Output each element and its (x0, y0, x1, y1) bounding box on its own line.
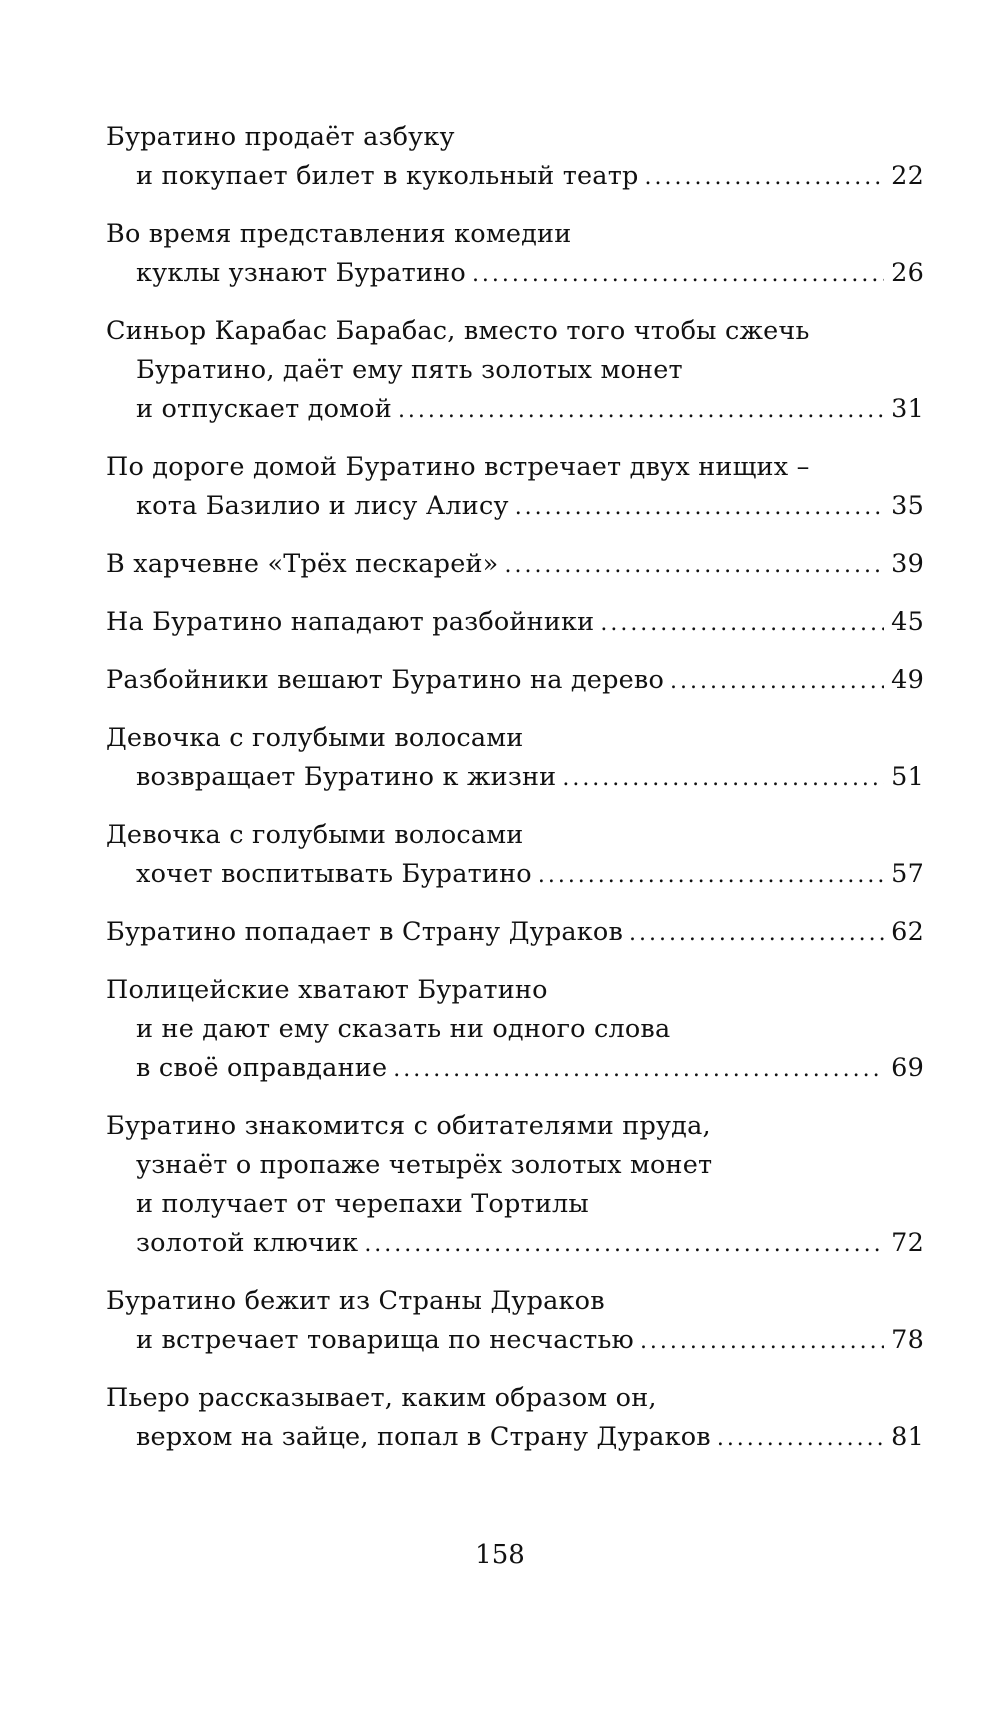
toc-entry-title: Во время представления комедии (106, 219, 572, 249)
toc-entry-title: и встречает товарища по несчастью (136, 1325, 634, 1355)
dot-leader (398, 391, 884, 430)
dot-leader (562, 759, 884, 798)
toc-entry-title: Девочка с голубыми волосами (106, 820, 524, 850)
toc-entry-title: По дороге домой Буратино встречает двух нищих – (106, 452, 810, 482)
toc-entry-title: куклы узнают Буратино (136, 258, 466, 288)
toc-page-number: 31 (891, 394, 924, 424)
toc-entry (106, 661, 924, 700)
toc-page-number: 35 (891, 491, 924, 521)
dot-leader (538, 856, 884, 895)
dot-leader (393, 1050, 884, 1089)
toc-entry-title: Буратино знакомится с обитателями пруда, (106, 1111, 711, 1141)
toc-entry-title: Буратино бежит из Страны Дураков (106, 1286, 605, 1316)
toc-entry (106, 1379, 924, 1457)
toc-entry-title: Разбойники вешают Буратино на дерево (106, 665, 665, 695)
toc-entry-last-line (106, 545, 924, 584)
dot-leader (629, 914, 884, 953)
toc-entry-title: На Буратино нападают разбойники (106, 607, 595, 637)
toc-entry-title: и отпускает домой (136, 394, 392, 424)
toc-entry-title: кота Базилио и лису Алису (136, 491, 509, 521)
toc-entry-last-line (106, 254, 924, 293)
table-of-contents (106, 118, 924, 1476)
dot-leader (504, 546, 884, 585)
toc-entry-last-line (106, 487, 924, 526)
toc-entry-title: верхом на зайце, попал в Страну Дураков (136, 1422, 711, 1452)
toc-entry-title: и получает от черепахи Тортилы (136, 1189, 589, 1219)
toc-entry (106, 545, 924, 584)
dot-leader (670, 662, 884, 701)
toc-entry-last-line (106, 913, 924, 952)
toc-entry-title: Буратино попадает в Страну Дураков (106, 917, 623, 947)
dot-leader (600, 604, 884, 643)
toc-entry-title: золотой ключик (136, 1228, 359, 1258)
toc-page-number: 51 (891, 762, 924, 792)
toc-entry-title: узнаёт о пропаже четырёх золотых монет (136, 1150, 713, 1180)
toc-entry (106, 312, 924, 429)
toc-entry-last-line (106, 855, 924, 894)
toc-entry-last-line (106, 758, 924, 797)
page-number: 158 (475, 1540, 525, 1570)
toc-entry (106, 719, 924, 797)
toc-entry-title: возвращает Буратино к жизни (136, 762, 557, 792)
toc-entry-last-line (106, 1224, 924, 1263)
toc-entry (106, 1107, 924, 1263)
toc-entry (106, 1282, 924, 1360)
toc-page-number: 39 (891, 549, 924, 579)
toc-entry-last-line (106, 390, 924, 429)
toc-entry (106, 816, 924, 894)
toc-page-number: 72 (891, 1228, 924, 1258)
toc-entry-last-line (106, 1418, 924, 1457)
toc-entry-title: и покупает билет в кукольный театр (136, 161, 639, 191)
toc-page-number: 26 (891, 258, 924, 288)
toc-page-number: 57 (891, 859, 924, 889)
toc-entry-last-line (106, 661, 924, 700)
toc-page-number: 78 (891, 1325, 924, 1355)
dot-leader (717, 1419, 884, 1458)
dot-leader (640, 1322, 884, 1361)
toc-entry-title: и не дают ему сказать ни одного слова (136, 1014, 671, 1044)
toc-entry-title: Девочка с голубыми волосами (106, 723, 524, 753)
toc-entry-title: хочет воспитывать Буратино (136, 859, 532, 889)
toc-page-number: 49 (891, 665, 924, 695)
dot-leader (472, 255, 884, 294)
dot-leader (364, 1225, 884, 1264)
toc-page-number: 69 (891, 1053, 924, 1083)
toc-entry (106, 913, 924, 952)
toc-entry (106, 448, 924, 526)
toc-page-number: 81 (891, 1422, 924, 1452)
toc-entry-title: в своё оправдание (136, 1053, 388, 1083)
toc-entry-last-line (106, 157, 924, 196)
toc-entry-title: Буратино, даёт ему пять золотых монет (136, 355, 683, 385)
dot-leader (645, 158, 884, 197)
toc-entry-title: В харчевне «Трёх пескарей» (106, 549, 499, 579)
toc-entry-last-line (106, 1049, 924, 1088)
toc-entry-last-line (106, 1321, 924, 1360)
toc-entry (106, 971, 924, 1088)
toc-entry-title: Полицейские хватают Буратино (106, 975, 548, 1005)
toc-entry-last-line (106, 603, 924, 642)
toc-page-number: 45 (891, 607, 924, 637)
toc-entry-title: Буратино продаёт азбуку (106, 122, 455, 152)
toc-page-number: 22 (891, 161, 924, 191)
toc-entry (106, 215, 924, 293)
toc-entry-title: Пьеро рассказывает, каким образом он, (106, 1383, 657, 1413)
toc-page-number: 62 (891, 917, 924, 947)
toc-entry (106, 118, 924, 196)
toc-entry-title: Синьор Карабас Барабас, вместо того чтобы сжечь (106, 316, 810, 346)
toc-entry (106, 603, 924, 642)
dot-leader (515, 488, 884, 527)
